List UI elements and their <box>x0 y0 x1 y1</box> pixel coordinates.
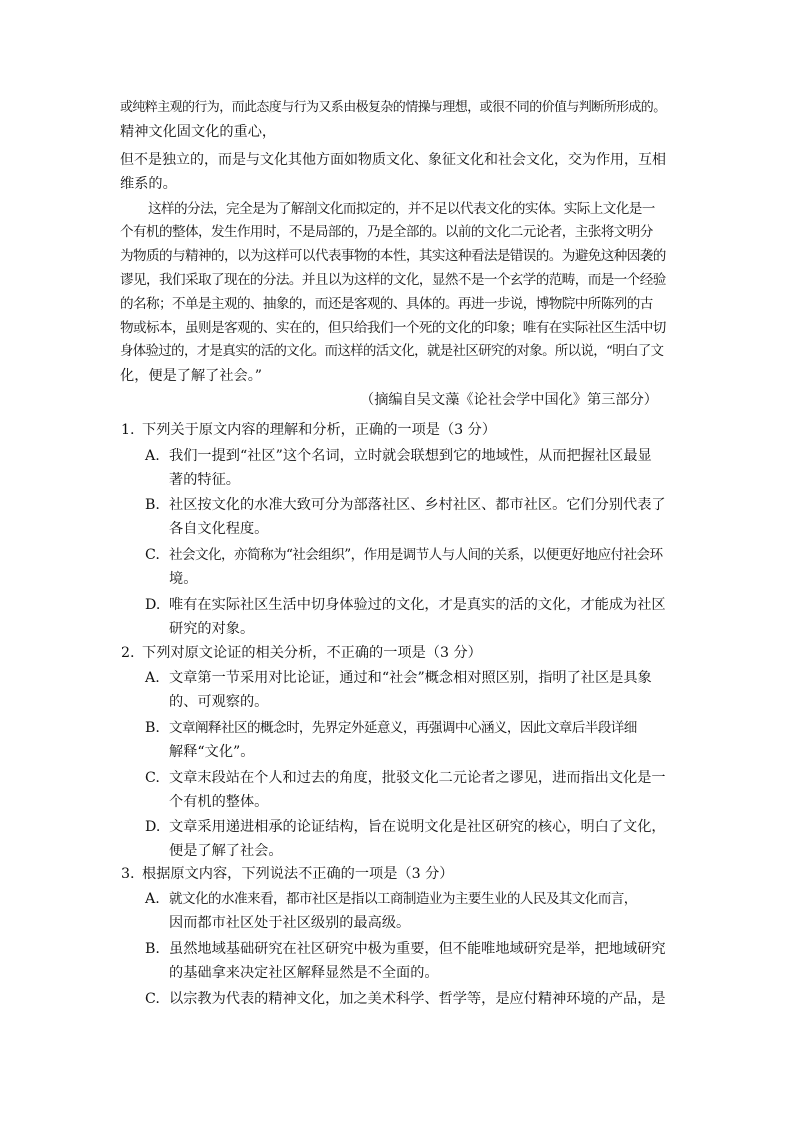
option-label: B. <box>145 941 160 957</box>
passage-line: 或纯粹主观的行为，而此态度与行为又系由极复杂的情操与理想，或很不同的价值与判断所形成的。 <box>120 100 666 115</box>
option-label: A. <box>145 448 160 464</box>
passage-source: （摘编自吴文藻《论社会学中国化》第三部分） <box>360 392 658 408</box>
passage-line: 身体验过的，才是真实的活的文化。而这样的活文化，就是社区研究的对象。所以说，“明白了文 <box>120 344 664 359</box>
option-text: 社区按文化的水准大致可分为部落社区、乡村社区、都市社区。它们分别代表了 <box>169 497 666 513</box>
option-text: 文章第一节采用对比论证，通过和“社会”概念相对照区别，指明了社区是具象 <box>169 670 652 686</box>
option-text: 以宗教为代表的精神文化，加之美术科学、哲学等，是应付精神环境的产品，是 <box>169 991 666 1007</box>
option-label: C. <box>145 547 160 563</box>
passage-line: 精神文化固文化的重心， <box>120 124 277 140</box>
option-text-cont: 因而都市社区处于社区级别的最高级。 <box>169 915 411 931</box>
option-text-cont: 各自文化程度。 <box>169 521 269 537</box>
option-text: 虽然地域基础研究在社区研究中极为重要，但不能唯地域研究是举，把地域研究 <box>169 941 666 957</box>
option-label: A. <box>145 670 160 686</box>
passage-line: 个有机的整体，发生作用时，不是局部的，乃是全部的。以前的文化二元论者，主张将文明分 <box>120 224 653 240</box>
option-text-cont: 便是了解了社会。 <box>169 843 283 859</box>
option-text: 社会文化，亦简称为“社会组织”，作用是调节人与人间的关系，以便更好地应付社会环 <box>169 547 663 563</box>
option-text-cont: 个有机的整体。 <box>169 794 269 810</box>
option-text-cont: 境。 <box>169 571 198 587</box>
question-number: 2. <box>121 645 135 661</box>
option-text-cont: 著的特征。 <box>169 472 240 488</box>
option-label: B. <box>145 497 160 513</box>
option-label: C. <box>145 770 160 786</box>
option-label: B. <box>145 720 160 736</box>
option-text: 文章阐释社区的概念时，先界定外延意义，再强调中心涵义，因此文章后半段详细 <box>169 720 637 736</box>
passage-line: 维系的。 <box>120 176 177 192</box>
option-text: 我们一提到“社区”这个名词，立时就会联想到它的地域性，从而把握社区最显 <box>169 448 652 464</box>
option-label: A. <box>145 891 160 907</box>
passage-line: 物或标本，虽则是客观的、实在的，但只给我们一个死的文化的印象；唯有在实际社区生活中切 <box>120 320 666 336</box>
option-text-cont: 研究的对象。 <box>169 621 255 637</box>
passage-line: 这样的分法，完全是为了解剖文化而拟定的，并不足以代表文化的实体。实际上文化是一 <box>148 201 655 217</box>
question-stem: 下列对原文论证的相关分析，不正确的一项是（3 分） <box>142 645 482 661</box>
question-stem: 下列关于原文内容的理解和分析，正确的一项是（3 分） <box>142 422 497 438</box>
option-text: 文章采用递进相承的论证结构，旨在说明文化是社区研究的核心，明白了文化， <box>169 819 666 835</box>
passage-line: 但不是独立的，而是与文化其他方面如物质文化、象征文化和社会文化，交为作用，互相 <box>120 152 666 168</box>
passage-line: 的名称；不单是主观的、抽象的，而还是客观的、具体的。再进一步说，博物院中所陈列的古 <box>120 296 653 312</box>
option-text: 唯有在实际社区生活中切身体验过的文化，才是真实的活的文化，才能成为社区 <box>169 597 666 613</box>
question-number: 1. <box>121 422 135 438</box>
option-label: D. <box>145 597 161 613</box>
passage-line: 化，便是了解了社会。” <box>120 368 263 384</box>
question-number: 3. <box>121 866 135 882</box>
option-text: 就文化的水准来看，都市社区是指以工商制造业为主要生业的人民及其文化而言， <box>169 891 637 907</box>
option-label: D. <box>145 819 161 835</box>
option-label: C. <box>145 991 160 1007</box>
passage-line: 谬见，我们采取了现在的分法。并且以为这样的文化，显然不是一个玄学的范畴，而是一个经验 <box>120 272 666 288</box>
passage-line: 为物质的与精神的，以为这样可以代表事物的本性，其实这种看法是错误的。为避免这种因袭的 <box>120 248 666 264</box>
option-text-cont: 解释“文化”。 <box>169 744 255 760</box>
option-text-cont: 的基础拿来决定社区解释显然是不全面的。 <box>169 965 439 981</box>
question-stem: 根据原文内容，下列说法不正确的一项是（3 分） <box>142 866 454 882</box>
option-text-cont: 的、可观察的。 <box>169 694 269 710</box>
option-text: 文章末段站在个人和过去的角度，批驳文化二元论者之谬见，进而指出文化是一 <box>169 770 666 786</box>
